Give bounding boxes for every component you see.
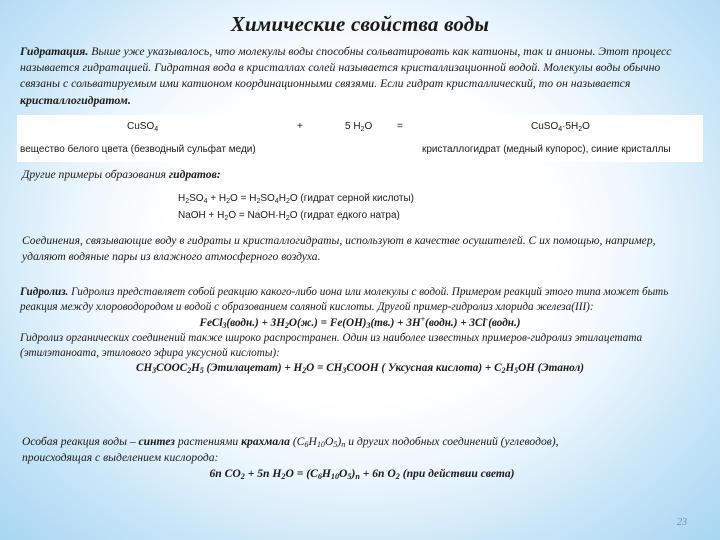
reaction-table	[17, 115, 703, 162]
reactant-cuso4: CuSO$_4$	[127, 121, 159, 133]
hydrolysis-text-2: Гидролиз органических соединений также широко распространен. Один из наиболее известных примеров-гидролиз этилацетата (этилэтаноата, этилового эфира уксусной кислоты):	[20, 331, 643, 360]
eq2-note: (гидрат едкого натра)	[297, 210, 400, 221]
hydrates-term: гидратов:	[168, 168, 221, 181]
ethyl-acetate-hydrolysis-equation: $CH_3COOC_2H_5$ (Этилацетат) + $H_2O$ = $CH_3COOH$ ( Уксусная кислота) + $C_2H_5OH$ (Этанол)	[136, 362, 584, 376]
synthesis-line2: происходящая с выделением кислорода:	[22, 451, 219, 464]
product-description: кристаллогидрат (медный купорос), синие кристаллы	[422, 144, 671, 155]
hydration-text: Выше уже указывалось, что молекулы воды способны сольватировать как катионы, так и анионы. Этот процесс называется гидратацией. Гидратная вода в кристаллах солей называется кристаллизационной водой. Молекулы воды обычно связаны с сольватируемым ими катионом координационными связями. Если гидрат кристаллический, то он называется	[20, 44, 672, 91]
hydrolysis-text-1: Гидролиз представляет собой реакцию какого-либо иона или молекулы с водой. Примером реакций этого типа может быть реакция между хлороводородом и водой с образованием соляной кислоты. Другой пример-гидролиз хлорида железа(III):	[20, 286, 669, 314]
synthesis-prefix: Особая реакция воды –	[22, 435, 139, 448]
hydration-label: Гидратация.	[20, 44, 89, 58]
page-number: 23	[677, 517, 687, 528]
eq1-note: (гидрат серной кислоты)	[297, 193, 414, 204]
reactant-description: вещество белого цвета (безводный сульфат меди)	[20, 144, 256, 155]
starch-formula: $(C_6H_{10}O_5)_n$	[292, 435, 346, 449]
sulfuric-acid-hydrate-equation: $H_2SO_4 + H_2O = H_2SO_4H_2O$ (гидрат серной кислоты)	[178, 193, 414, 205]
other-examples-label	[22, 167, 221, 183]
desiccants-paragraph: Соединения, связывающие воду в гидраты и кристаллогидраты, используют в качестве осушителей. С их помощью, например, удаляют водяные пары из влажного атмосферного воздуха.	[22, 234, 656, 264]
hydrolysis-paragraph	[20, 285, 700, 377]
other-examples-prefix: Другие примеры образования	[22, 168, 169, 181]
product-hydrate: $CuSO_4\cdot 5H_2O$	[531, 121, 590, 133]
hydrolysis-label: Гидролиз.	[20, 286, 69, 298]
equals-sign: =	[397, 121, 403, 132]
slide-title: Химические свойства воды	[230, 12, 490, 36]
starch-term: крахмала	[241, 435, 290, 448]
photosynthesis-equation: 6n $CO_2 + 5n$ $H_2O = (C_6H_{10}O_5)_n + 6n$ $O_2$ (при действии света)	[209, 467, 515, 481]
hydration-paragraph	[20, 43, 688, 108]
crystal-hydrate-term: кристаллогидратом.	[20, 92, 131, 107]
synthesis-paragraph	[22, 434, 702, 482]
iron-chloride-hydrolysis-equation: FeCl$_3$(водн.) + $3H_2O(ж.) = Fe(OH)_3(тв.)$ + 3H+(водн.) + 3Cl-(водн.)	[199, 314, 521, 330]
plus-sign: +	[297, 121, 303, 132]
sodium-hydroxide-hydrate-equation: NaOH + $H_2O$ = $NaOH\cdot H_2O$ (гидрат едкого натра)	[178, 210, 400, 222]
synthesis-mid: растениями	[174, 435, 242, 448]
reactant-water: 5 $H_2O$	[345, 121, 373, 133]
synthesis-term: синтез	[138, 435, 175, 448]
synthesis-line1-end: и других подобных соединений (углеводов),	[345, 435, 559, 448]
